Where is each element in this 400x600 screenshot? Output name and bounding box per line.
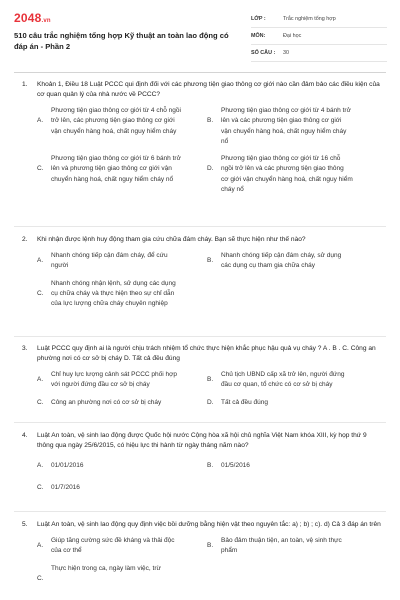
header-divider bbox=[14, 72, 386, 73]
question-text bbox=[22, 431, 382, 451]
answer-option-c[interactable]: C. Thực hiện trong ca, ngày làm việc, trừ bbox=[37, 564, 161, 582]
question-4 bbox=[22, 431, 382, 494]
answer-option-d[interactable]: D. Phương tiện giao thông cơ giới từ 16 chỗ ngồi trở lên và các phương tiện giao thông cơ giới vận chuyển hàng hoá, chất nguy hiểm cháy nổ bbox=[207, 155, 353, 194]
question-body: Khoản 1, Điều 18 Luật PCCC qui định đối với các phương tiện giao thông cơ giới nào cần đảm bảo các điều kiện của cơ quan quản lý của nhà nước về PCCC? bbox=[37, 81, 380, 98]
question-text bbox=[22, 80, 382, 100]
answer-option-b[interactable]: B. Phương tiện giao thông cơ giới từ 4 bánh trở lên và các phương tiện giao thông cơ giới vận chuyển hàng hoá, chất nguy hiểm cháy nổ bbox=[207, 107, 351, 145]
question-separator bbox=[14, 226, 386, 227]
answer-option-c[interactable]: C. Công an phường nơi có cơ sở bị cháy bbox=[37, 398, 162, 406]
answer-options bbox=[37, 106, 382, 195]
answer-option-d[interactable]: D. Tất cả đều đúng bbox=[207, 398, 268, 406]
meta-row-count bbox=[251, 45, 387, 62]
answer-option-b[interactable]: B. Nhanh chóng tiếp cận đám cháy, sử dụng các dụng cụ tham gia chữa cháy bbox=[207, 252, 342, 270]
answer-option-a[interactable]: A. Phương tiện giao thông cơ giới từ 4 chỗ ngồi trở lên, các phương tiện giao thông cơ giới vận chuyển hàng hoá, chất nguy hiểm cháy bbox=[37, 107, 181, 135]
answer-option-b[interactable]: B. Bảo đảm thuận tiện, an toàn, vệ sinh thực phẩm bbox=[207, 537, 342, 555]
document-title: 510 câu trắc nghiệm tổng hợp Kỹ thuật an toàn lao động có đáp án - Phần 2 bbox=[14, 31, 229, 51]
question-text bbox=[22, 344, 382, 364]
answer-options bbox=[37, 461, 382, 494]
answer-option-a[interactable]: A. Chỉ huy lực lượng cảnh sát PCCC phối hợp với người đứng đầu cơ sở bị cháy bbox=[37, 371, 177, 389]
meta-row-subject bbox=[251, 28, 387, 45]
question-text bbox=[22, 235, 382, 245]
question-body: Luật An toàn, vệ sinh lao động quy định việc bồi dưỡng bằng hiện vật theo nguyên tắc: a) ; b) ; c). d) Cả 3 đáp án trên bbox=[37, 521, 381, 528]
meta-key: LỚP : bbox=[251, 16, 266, 22]
answer-option-b[interactable]: B. 01/5/2016 bbox=[207, 462, 250, 469]
document-header bbox=[0, 0, 400, 64]
answer-option-a[interactable]: A. Giúp tăng cường sức đề kháng và thải độc của cơ thể bbox=[37, 537, 175, 555]
question-number: 1. bbox=[22, 81, 28, 88]
meta-row-class bbox=[251, 11, 387, 28]
question-2 bbox=[22, 235, 382, 309]
answer-option-a[interactable]: A. Nhanh chóng tiếp cận đám cháy, để cứu người bbox=[37, 252, 168, 270]
answer-options bbox=[37, 251, 382, 309]
question-body: Khi nhận được lệnh huy động tham gia cứu chữa đám cháy. Bạn sẽ thực hiện như thế nào? bbox=[37, 236, 306, 243]
question-number: 3. bbox=[22, 345, 28, 352]
question-separator bbox=[14, 511, 386, 512]
answer-options bbox=[37, 370, 382, 408]
question-separator bbox=[14, 422, 386, 423]
answer-option-b[interactable]: B. Chủ tịch UBND cấp xã trở lên, người đứng đầu cơ quan, tổ chức có cơ sở bị cháy bbox=[207, 371, 345, 389]
question-3 bbox=[22, 344, 382, 408]
meta-value: Trắc nghiệm tổng hợp bbox=[283, 16, 336, 22]
answer-option-a[interactable]: A. 01/01/2016 bbox=[37, 462, 84, 469]
meta-key: MÔN: bbox=[251, 33, 266, 39]
question-separator bbox=[14, 336, 386, 337]
question-text bbox=[22, 520, 382, 530]
question-5 bbox=[22, 520, 382, 582]
question-number: 2. bbox=[22, 236, 28, 243]
meta-value: 30 bbox=[283, 50, 289, 56]
answer-options bbox=[37, 536, 382, 582]
question-number: 5. bbox=[22, 521, 28, 528]
question-number: 4. bbox=[22, 432, 28, 439]
logo-suffix: .vn bbox=[41, 18, 51, 24]
question-body: Luật PCCC quy định ai là người chịu trách nhiệm tổ chức thực hiện khắc phục hậu quả vụ cháy ? A . B . C. Công an phường nơi có cơ sở bị cháy D. Tất cả đều đúng bbox=[37, 345, 376, 362]
meta-key: SỐ CÂU : bbox=[251, 50, 276, 56]
document-meta bbox=[251, 11, 387, 62]
answer-option-c[interactable]: C. Nhanh chóng nhận lệnh, sử dụng các dụng cụ chữa cháy và thực hiện theo sự chỉ dẫn của lực lượng chữa cháy chuyên nghiệp bbox=[37, 279, 176, 308]
logo-main: 2048 bbox=[14, 11, 42, 25]
question-1 bbox=[22, 80, 382, 195]
answer-option-c[interactable]: C. 01/7/2016 bbox=[37, 484, 80, 492]
site-logo[interactable] bbox=[14, 11, 51, 25]
meta-value: Đại học bbox=[283, 33, 302, 39]
question-body: Luật An toàn, vệ sinh lao động được Quốc hội nước Cộng hòa xã hội chủ nghĩa Việt Nam khóa XIII, kỳ họp thứ 9 thông qua ngày 25/6/2015, có hiệu lực thi hành từ ngày tháng năm nào? bbox=[37, 432, 367, 449]
answer-option-c[interactable]: C. Phương tiện giao thông cơ giới từ 6 bánh trở lên và phương tiện giao thông cơ giới vận chuyển hàng hoá, chất nguy hiểm cháy nổ bbox=[37, 155, 181, 183]
